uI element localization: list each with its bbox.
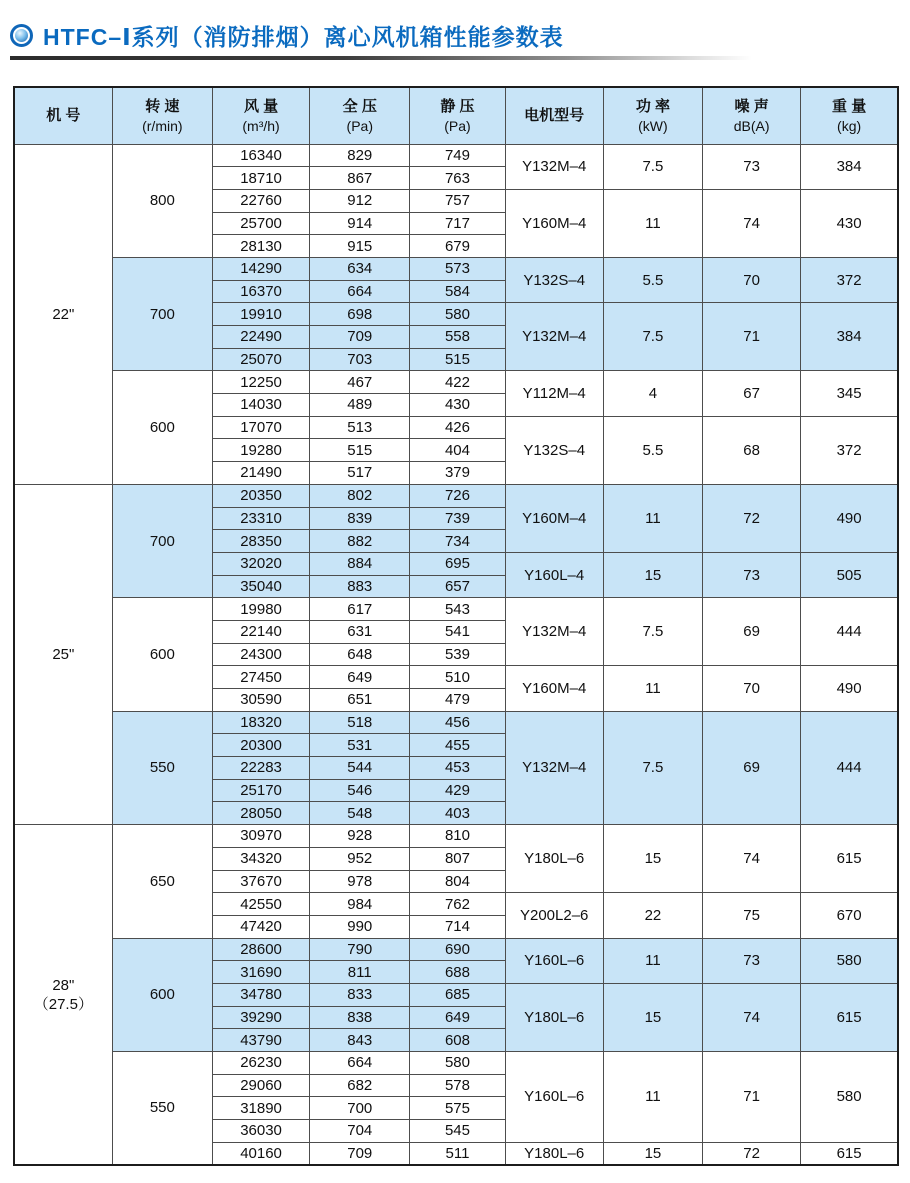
- motor-model-cell: Y200L2–6: [505, 893, 603, 938]
- static-pressure-cell: 578: [410, 1074, 505, 1097]
- total-pressure-cell: 546: [310, 779, 410, 802]
- noise-cell: 73: [703, 938, 801, 983]
- static-pressure-cell: 679: [410, 235, 505, 258]
- static-pressure-cell: 430: [410, 394, 505, 417]
- column-header-unit: (Pa): [346, 117, 373, 134]
- total-pressure-cell: 489: [310, 394, 410, 417]
- table-row: [14, 257, 898, 280]
- power-cell: 5.5: [603, 416, 702, 484]
- column-header-0: [14, 87, 112, 144]
- static-pressure-cell: 543: [410, 598, 505, 621]
- power-cell: 15: [603, 1142, 702, 1165]
- total-pressure-cell: 649: [310, 666, 410, 689]
- total-pressure-cell: 928: [310, 825, 410, 848]
- machine-size-label: 28": [52, 976, 75, 994]
- noise-cell: 71: [703, 1052, 801, 1143]
- static-pressure-cell: 545: [410, 1120, 505, 1143]
- static-pressure-cell: 649: [410, 1006, 505, 1029]
- noise-cell: 74: [703, 825, 801, 893]
- flow-cell: 40160: [212, 1142, 309, 1165]
- static-pressure-cell: 810: [410, 825, 505, 848]
- weight-cell: 444: [801, 598, 898, 666]
- flow-cell: 22283: [212, 757, 309, 780]
- column-header-unit: (m³/h): [242, 117, 280, 134]
- motor-model-cell: Y160M–4: [505, 484, 603, 552]
- table-row: [14, 144, 898, 167]
- flow-cell: 14030: [212, 394, 309, 417]
- static-pressure-cell: 685: [410, 983, 505, 1006]
- machine-cell: [14, 825, 112, 1165]
- power-cell: 15: [603, 825, 702, 893]
- power-cell: 11: [603, 666, 702, 711]
- column-header-6: [603, 87, 702, 144]
- noise-cell: 70: [703, 666, 801, 711]
- power-cell: 4: [603, 371, 702, 416]
- total-pressure-cell: 518: [310, 711, 410, 734]
- static-pressure-cell: 584: [410, 280, 505, 303]
- static-pressure-cell: 580: [410, 303, 505, 326]
- machine-size-sublabel: （27.5）: [33, 995, 93, 1013]
- machine-size-label: 22": [52, 305, 75, 323]
- static-pressure-cell: 558: [410, 326, 505, 349]
- motor-model-cell: Y132M–4: [505, 303, 603, 371]
- column-header-3: [310, 87, 410, 144]
- noise-cell: 74: [703, 983, 801, 1051]
- weight-cell: 444: [801, 711, 898, 824]
- total-pressure-cell: 790: [310, 938, 410, 961]
- total-pressure-cell: 884: [310, 552, 410, 575]
- motor-model-cell: Y160M–4: [505, 189, 603, 257]
- total-pressure-cell: 709: [310, 1142, 410, 1165]
- total-pressure-cell: 513: [310, 416, 410, 439]
- static-pressure-cell: 426: [410, 416, 505, 439]
- weight-cell: 430: [801, 189, 898, 257]
- static-pressure-cell: 608: [410, 1029, 505, 1052]
- column-header-unit: (Pa): [444, 117, 471, 134]
- flow-cell: 27450: [212, 666, 309, 689]
- motor-model-cell: Y112M–4: [505, 371, 603, 416]
- static-pressure-cell: 688: [410, 961, 505, 984]
- column-header-label: 功 率: [635, 97, 670, 115]
- static-pressure-cell: 580: [410, 1052, 505, 1075]
- motor-model-cell: Y132S–4: [505, 257, 603, 302]
- static-pressure-cell: 739: [410, 507, 505, 530]
- noise-cell: 73: [703, 552, 801, 597]
- rpm-cell: 700: [112, 484, 212, 597]
- static-pressure-cell: 573: [410, 257, 505, 280]
- rpm-cell: 700: [112, 257, 212, 370]
- flow-cell: 35040: [212, 575, 309, 598]
- motor-model-cell: Y180L–6: [505, 1142, 603, 1165]
- noise-cell: 68: [703, 416, 801, 484]
- table-body: [14, 144, 898, 1165]
- static-pressure-cell: 510: [410, 666, 505, 689]
- flow-cell: 14290: [212, 257, 309, 280]
- total-pressure-cell: 617: [310, 598, 410, 621]
- power-cell: 11: [603, 938, 702, 983]
- column-header-label: 静 压: [440, 97, 475, 115]
- total-pressure-cell: 709: [310, 326, 410, 349]
- total-pressure-cell: 544: [310, 757, 410, 780]
- noise-cell: 72: [703, 1142, 801, 1165]
- total-pressure-cell: 833: [310, 983, 410, 1006]
- flow-cell: 34780: [212, 983, 309, 1006]
- motor-model-cell: Y160L–4: [505, 552, 603, 597]
- static-pressure-cell: 695: [410, 552, 505, 575]
- static-pressure-cell: 762: [410, 893, 505, 916]
- total-pressure-cell: 703: [310, 348, 410, 371]
- flow-cell: 25700: [212, 212, 309, 235]
- noise-cell: 67: [703, 371, 801, 416]
- table-row: [14, 371, 898, 394]
- flow-cell: 28350: [212, 530, 309, 553]
- flow-cell: 20300: [212, 734, 309, 757]
- noise-cell: 74: [703, 189, 801, 257]
- rpm-cell: 600: [112, 938, 212, 1051]
- total-pressure-cell: 517: [310, 462, 410, 485]
- total-pressure-cell: 838: [310, 1006, 410, 1029]
- flow-cell: 28130: [212, 235, 309, 258]
- total-pressure-cell: 467: [310, 371, 410, 394]
- static-pressure-cell: 455: [410, 734, 505, 757]
- flow-cell: 22140: [212, 620, 309, 643]
- static-pressure-cell: 714: [410, 915, 505, 938]
- column-header-label: 噪 声: [734, 97, 769, 115]
- static-pressure-cell: 379: [410, 462, 505, 485]
- rpm-cell: 650: [112, 825, 212, 938]
- noise-cell: 75: [703, 893, 801, 938]
- power-cell: 7.5: [603, 598, 702, 666]
- weight-cell: 580: [801, 938, 898, 983]
- static-pressure-cell: 690: [410, 938, 505, 961]
- total-pressure-cell: 698: [310, 303, 410, 326]
- weight-cell: 615: [801, 983, 898, 1051]
- column-header-unit: dB(A): [733, 117, 770, 134]
- power-cell: 22: [603, 893, 702, 938]
- static-pressure-cell: 749: [410, 144, 505, 167]
- noise-cell: 73: [703, 144, 801, 189]
- total-pressure-cell: 811: [310, 961, 410, 984]
- total-pressure-cell: 843: [310, 1029, 410, 1052]
- column-header-5: [505, 87, 603, 144]
- column-header-4: [410, 87, 505, 144]
- flow-cell: 19910: [212, 303, 309, 326]
- title-underline-rule: [10, 56, 752, 60]
- flow-cell: 28600: [212, 938, 309, 961]
- static-pressure-cell: 807: [410, 847, 505, 870]
- table-row: [14, 711, 898, 734]
- flow-cell: 30590: [212, 689, 309, 712]
- static-pressure-cell: 541: [410, 620, 505, 643]
- static-pressure-cell: 515: [410, 348, 505, 371]
- static-pressure-cell: 479: [410, 689, 505, 712]
- total-pressure-cell: 952: [310, 847, 410, 870]
- fan-performance-table: [13, 86, 899, 1166]
- table-row: [14, 598, 898, 621]
- flow-cell: 31690: [212, 961, 309, 984]
- weight-cell: 372: [801, 416, 898, 484]
- total-pressure-cell: 664: [310, 280, 410, 303]
- flow-cell: 23310: [212, 507, 309, 530]
- total-pressure-cell: 631: [310, 620, 410, 643]
- total-pressure-cell: 515: [310, 439, 410, 462]
- weight-cell: 384: [801, 144, 898, 189]
- weight-cell: 615: [801, 825, 898, 893]
- static-pressure-cell: 403: [410, 802, 505, 825]
- static-pressure-cell: 717: [410, 212, 505, 235]
- flow-cell: 21490: [212, 462, 309, 485]
- flow-cell: 25070: [212, 348, 309, 371]
- static-pressure-cell: 511: [410, 1142, 505, 1165]
- weight-cell: 384: [801, 303, 898, 371]
- total-pressure-cell: 648: [310, 643, 410, 666]
- rpm-cell: 600: [112, 598, 212, 711]
- motor-model-cell: Y160M–4: [505, 666, 603, 711]
- static-pressure-cell: 804: [410, 870, 505, 893]
- total-pressure-cell: 634: [310, 257, 410, 280]
- motor-model-cell: Y160L–6: [505, 1052, 603, 1143]
- power-cell: 11: [603, 484, 702, 552]
- motor-model-cell: Y180L–6: [505, 983, 603, 1051]
- column-header-unit: (kg): [837, 117, 862, 134]
- weight-cell: 615: [801, 1142, 898, 1165]
- power-cell: 11: [603, 1052, 702, 1143]
- flow-cell: 36030: [212, 1120, 309, 1143]
- static-pressure-cell: 429: [410, 779, 505, 802]
- column-header-label: 转 速: [145, 97, 180, 115]
- noise-cell: 70: [703, 257, 801, 302]
- column-header-label: 风 量: [243, 97, 279, 115]
- total-pressure-cell: 531: [310, 734, 410, 757]
- machine-cell: [14, 144, 112, 484]
- noise-cell: 69: [703, 711, 801, 824]
- total-pressure-cell: 802: [310, 484, 410, 507]
- rpm-cell: 550: [112, 1052, 212, 1165]
- machine-cell: [14, 484, 112, 824]
- column-header-2: [212, 87, 309, 144]
- weight-cell: 490: [801, 666, 898, 711]
- power-cell: 11: [603, 189, 702, 257]
- total-pressure-cell: 867: [310, 167, 410, 190]
- flow-cell: 39290: [212, 1006, 309, 1029]
- column-header-unit: (kW): [638, 117, 668, 134]
- weight-cell: 490: [801, 484, 898, 552]
- flow-cell: 12250: [212, 371, 309, 394]
- static-pressure-cell: 763: [410, 167, 505, 190]
- column-header-label: 机 号: [46, 106, 81, 124]
- table-header-row: [14, 87, 898, 144]
- table-header: [14, 87, 898, 144]
- total-pressure-cell: 700: [310, 1097, 410, 1120]
- static-pressure-cell: 404: [410, 439, 505, 462]
- flow-cell: 30970: [212, 825, 309, 848]
- weight-cell: 372: [801, 257, 898, 302]
- flow-cell: 22490: [212, 326, 309, 349]
- power-cell: 7.5: [603, 711, 702, 824]
- motor-model-cell: Y132S–4: [505, 416, 603, 484]
- motor-model-cell: Y180L–6: [505, 825, 603, 893]
- total-pressure-cell: 915: [310, 235, 410, 258]
- rpm-cell: 550: [112, 711, 212, 824]
- total-pressure-cell: 664: [310, 1052, 410, 1075]
- table-row: [14, 1052, 898, 1075]
- total-pressure-cell: 704: [310, 1120, 410, 1143]
- column-header-label: 重 量: [832, 97, 867, 115]
- motor-model-cell: Y160L–6: [505, 938, 603, 983]
- total-pressure-cell: 984: [310, 893, 410, 916]
- bullseye-icon: [10, 24, 33, 47]
- static-pressure-cell: 575: [410, 1097, 505, 1120]
- total-pressure-cell: 990: [310, 915, 410, 938]
- flow-cell: 16340: [212, 144, 309, 167]
- table-row: [14, 938, 898, 961]
- total-pressure-cell: 548: [310, 802, 410, 825]
- static-pressure-cell: 539: [410, 643, 505, 666]
- flow-cell: 25170: [212, 779, 309, 802]
- rpm-cell: 600: [112, 371, 212, 484]
- flow-cell: 18710: [212, 167, 309, 190]
- power-cell: 5.5: [603, 257, 702, 302]
- flow-cell: 47420: [212, 915, 309, 938]
- static-pressure-cell: 453: [410, 757, 505, 780]
- column-header-7: [703, 87, 801, 144]
- total-pressure-cell: 839: [310, 507, 410, 530]
- total-pressure-cell: 882: [310, 530, 410, 553]
- noise-cell: 69: [703, 598, 801, 666]
- total-pressure-cell: 883: [310, 575, 410, 598]
- machine-size-label: 25": [52, 645, 75, 663]
- motor-model-cell: Y132M–4: [505, 144, 603, 189]
- total-pressure-cell: 912: [310, 189, 410, 212]
- flow-cell: 24300: [212, 643, 309, 666]
- flow-cell: 28050: [212, 802, 309, 825]
- column-header-unit: (r/min): [142, 117, 183, 134]
- power-cell: 15: [603, 552, 702, 597]
- flow-cell: 19280: [212, 439, 309, 462]
- static-pressure-cell: 734: [410, 530, 505, 553]
- static-pressure-cell: 422: [410, 371, 505, 394]
- noise-cell: 71: [703, 303, 801, 371]
- total-pressure-cell: 682: [310, 1074, 410, 1097]
- flow-cell: 16370: [212, 280, 309, 303]
- static-pressure-cell: 726: [410, 484, 505, 507]
- motor-model-cell: Y132M–4: [505, 711, 603, 824]
- total-pressure-cell: 829: [310, 144, 410, 167]
- static-pressure-cell: 657: [410, 575, 505, 598]
- flow-cell: 34320: [212, 847, 309, 870]
- flow-cell: 42550: [212, 893, 309, 916]
- weight-cell: 505: [801, 552, 898, 597]
- weight-cell: 670: [801, 893, 898, 938]
- static-pressure-cell: 456: [410, 711, 505, 734]
- column-header-label: 全 压: [342, 97, 377, 115]
- weight-cell: 580: [801, 1052, 898, 1143]
- table-row: [14, 825, 898, 848]
- weight-cell: 345: [801, 371, 898, 416]
- flow-cell: 20350: [212, 484, 309, 507]
- power-cell: 7.5: [603, 144, 702, 189]
- bullseye-icon-core: [15, 29, 28, 42]
- power-cell: 15: [603, 983, 702, 1051]
- column-header-1: [112, 87, 212, 144]
- flow-cell: 26230: [212, 1052, 309, 1075]
- flow-cell: 43790: [212, 1029, 309, 1052]
- column-header-label: 电机型号: [524, 106, 585, 124]
- flow-cell: 32020: [212, 552, 309, 575]
- flow-cell: 29060: [212, 1074, 309, 1097]
- page-header: [10, 19, 898, 51]
- total-pressure-cell: 914: [310, 212, 410, 235]
- flow-cell: 22760: [212, 189, 309, 212]
- motor-model-cell: Y132M–4: [505, 598, 603, 666]
- column-header-8: [801, 87, 898, 144]
- flow-cell: 19980: [212, 598, 309, 621]
- noise-cell: 72: [703, 484, 801, 552]
- static-pressure-cell: 757: [410, 189, 505, 212]
- flow-cell: 18320: [212, 711, 309, 734]
- power-cell: 7.5: [603, 303, 702, 371]
- total-pressure-cell: 651: [310, 689, 410, 712]
- page-title: HTFC–Ⅰ系列（消防排烟）离心风机箱性能参数表: [43, 23, 564, 50]
- flow-cell: 17070: [212, 416, 309, 439]
- total-pressure-cell: 978: [310, 870, 410, 893]
- rpm-cell: 800: [112, 144, 212, 257]
- table-row: [14, 484, 898, 507]
- flow-cell: 37670: [212, 870, 309, 893]
- flow-cell: 31890: [212, 1097, 309, 1120]
